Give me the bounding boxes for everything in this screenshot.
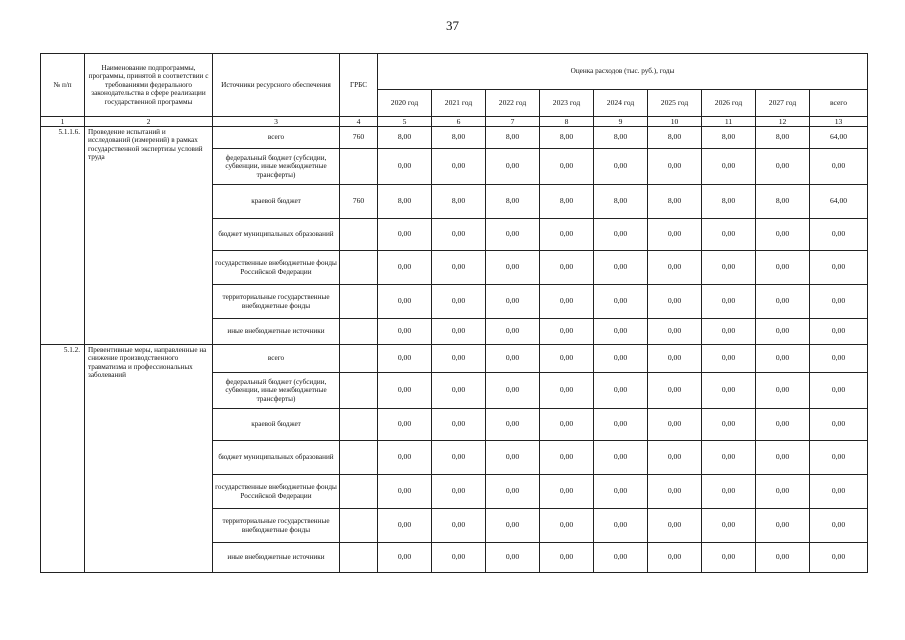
column-number: 13: [810, 117, 868, 127]
year-value: 8,00: [432, 127, 486, 149]
year-value: 0,00: [432, 509, 486, 543]
year-value: 0,00: [702, 319, 756, 345]
column-number: 12: [756, 117, 810, 127]
year-value: 0,00: [378, 251, 432, 285]
year-value: 0,00: [756, 373, 810, 409]
year-value: 0,00: [378, 475, 432, 509]
year-value: 0,00: [756, 543, 810, 573]
year-value: 0,00: [594, 543, 648, 573]
header-sources: Источники ресурсного обеспечения: [213, 54, 340, 117]
total-value: 0,00: [810, 251, 868, 285]
page-number: 37: [446, 18, 459, 33]
year-value: 0,00: [486, 149, 540, 185]
year-value: 0,00: [432, 319, 486, 345]
year-value: 0,00: [378, 149, 432, 185]
year-value: 8,00: [486, 127, 540, 149]
header-year: 2024 год: [594, 90, 648, 117]
grbs-code: [340, 345, 378, 373]
total-value: 0,00: [810, 475, 868, 509]
year-value: 8,00: [594, 127, 648, 149]
year-value: 0,00: [702, 509, 756, 543]
expense-table: [40, 53, 868, 573]
header-year: 2026 год: [702, 90, 756, 117]
year-value: 0,00: [756, 251, 810, 285]
grbs-code: [340, 319, 378, 345]
header-year: 2027 год: [756, 90, 810, 117]
grbs-code: 760: [340, 127, 378, 149]
funding-source: государственные внебюджетные фонды Российской Федерации: [213, 475, 340, 509]
grbs-code: [340, 219, 378, 251]
total-value: 0,00: [810, 441, 868, 475]
year-value: 0,00: [756, 285, 810, 319]
grbs-code: [340, 543, 378, 573]
year-value: 8,00: [540, 185, 594, 219]
year-value: 0,00: [756, 319, 810, 345]
year-value: 0,00: [594, 345, 648, 373]
column-number: 6: [432, 117, 486, 127]
year-value: 0,00: [756, 219, 810, 251]
year-value: 0,00: [378, 373, 432, 409]
year-value: 0,00: [540, 543, 594, 573]
year-value: 8,00: [756, 185, 810, 219]
year-value: 0,00: [756, 509, 810, 543]
year-value: 0,00: [432, 251, 486, 285]
year-value: 0,00: [540, 509, 594, 543]
header-year: 2022 год: [486, 90, 540, 117]
column-number: 3: [213, 117, 340, 127]
total-value: 0,00: [810, 345, 868, 373]
grbs-code: [340, 251, 378, 285]
total-value: 0,00: [810, 219, 868, 251]
year-value: 0,00: [378, 219, 432, 251]
year-value: 0,00: [756, 345, 810, 373]
year-value: 0,00: [432, 475, 486, 509]
table-body: [41, 54, 868, 573]
header-year: 2021 год: [432, 90, 486, 117]
year-value: 0,00: [648, 441, 702, 475]
year-value: 0,00: [540, 219, 594, 251]
column-numbers-row: [41, 117, 868, 127]
year-value: 0,00: [648, 475, 702, 509]
year-value: 0,00: [540, 475, 594, 509]
year-value: 0,00: [486, 475, 540, 509]
year-value: 0,00: [378, 441, 432, 475]
header-year: 2023 год: [540, 90, 594, 117]
year-value: 0,00: [594, 409, 648, 441]
year-value: 0,00: [486, 345, 540, 373]
total-value: 0,00: [810, 285, 868, 319]
total-value: 0,00: [810, 409, 868, 441]
total-value: 64,00: [810, 127, 868, 149]
year-value: 8,00: [756, 127, 810, 149]
year-value: 0,00: [648, 509, 702, 543]
year-value: 0,00: [702, 219, 756, 251]
year-value: 8,00: [702, 127, 756, 149]
funding-source: федеральный бюджет (субсидии, субвенции, иные межбюджетные трансферты): [213, 149, 340, 185]
grbs-code: [340, 373, 378, 409]
column-number: 10: [648, 117, 702, 127]
year-value: 0,00: [648, 373, 702, 409]
year-value: 0,00: [594, 509, 648, 543]
year-value: 8,00: [648, 185, 702, 219]
column-number: 4: [340, 117, 378, 127]
year-value: 0,00: [432, 543, 486, 573]
year-value: 0,00: [648, 319, 702, 345]
header-year: 2020 год: [378, 90, 432, 117]
item-code: 5.1.1.6.: [41, 127, 85, 345]
year-value: 0,00: [378, 509, 432, 543]
year-value: 8,00: [594, 185, 648, 219]
year-value: 0,00: [432, 149, 486, 185]
year-value: 0,00: [756, 441, 810, 475]
funding-source: иные внебюджетные источники: [213, 543, 340, 573]
year-value: 0,00: [432, 441, 486, 475]
grbs-code: [340, 441, 378, 475]
year-value: 0,00: [486, 319, 540, 345]
header-row-1: [41, 54, 868, 90]
year-value: 0,00: [702, 251, 756, 285]
year-value: 0,00: [540, 319, 594, 345]
column-number: 9: [594, 117, 648, 127]
year-value: 0,00: [540, 251, 594, 285]
year-value: 0,00: [594, 219, 648, 251]
year-value: 8,00: [648, 127, 702, 149]
year-value: 0,00: [702, 543, 756, 573]
year-value: 0,00: [486, 373, 540, 409]
year-value: 0,00: [702, 373, 756, 409]
table-row: [41, 127, 868, 149]
year-value: 0,00: [486, 509, 540, 543]
grbs-code: [340, 409, 378, 441]
header-grbs: ГРБС: [340, 54, 378, 117]
funding-source: федеральный бюджет (субсидии, субвенции, иные межбюджетные трансферты): [213, 373, 340, 409]
year-value: 0,00: [432, 409, 486, 441]
funding-source: всего: [213, 345, 340, 373]
year-value: 8,00: [432, 185, 486, 219]
table-row: [41, 345, 868, 373]
year-value: 0,00: [702, 285, 756, 319]
header-year: 2025 год: [648, 90, 702, 117]
grbs-code: 760: [340, 185, 378, 219]
column-number: 5: [378, 117, 432, 127]
year-value: 0,00: [378, 285, 432, 319]
year-value: 0,00: [486, 543, 540, 573]
column-number: 1: [41, 117, 85, 127]
funding-source: территориальные государственные внебюджетные фонды: [213, 509, 340, 543]
header-total: всего: [810, 90, 868, 117]
grbs-code: [340, 509, 378, 543]
year-value: 0,00: [702, 475, 756, 509]
year-value: 0,00: [378, 409, 432, 441]
grbs-code: [340, 285, 378, 319]
header-estimate: Оценка расходов (тыс. руб.), годы: [378, 54, 868, 90]
year-value: 0,00: [486, 285, 540, 319]
year-value: 0,00: [432, 219, 486, 251]
funding-source: территориальные государственные внебюджетные фонды: [213, 285, 340, 319]
year-value: 8,00: [702, 185, 756, 219]
year-value: 0,00: [702, 409, 756, 441]
column-number: 11: [702, 117, 756, 127]
year-value: 0,00: [648, 345, 702, 373]
grbs-code: [340, 475, 378, 509]
year-value: 0,00: [594, 251, 648, 285]
year-value: 8,00: [540, 127, 594, 149]
funding-source: краевой бюджет: [213, 409, 340, 441]
year-value: 0,00: [432, 345, 486, 373]
year-value: 0,00: [702, 345, 756, 373]
year-value: 0,00: [594, 373, 648, 409]
total-value: 64,00: [810, 185, 868, 219]
year-value: 0,00: [756, 475, 810, 509]
year-value: 0,00: [648, 149, 702, 185]
year-value: 0,00: [756, 149, 810, 185]
year-value: 0,00: [648, 409, 702, 441]
year-value: 0,00: [540, 345, 594, 373]
item-name: Превентивные меры, направленные на снижение производственного травматизма и профессиональных заболеваний: [85, 345, 213, 573]
year-value: 0,00: [540, 409, 594, 441]
header-name: Наименование подпрограммы, программы, принятой в соответствии с требованиями федерального законодательства в сфере реализации государственной программы: [85, 54, 213, 117]
year-value: 0,00: [594, 475, 648, 509]
year-value: 8,00: [486, 185, 540, 219]
year-value: 0,00: [702, 149, 756, 185]
year-value: 0,00: [540, 285, 594, 319]
year-value: 0,00: [648, 543, 702, 573]
column-number: 2: [85, 117, 213, 127]
column-number: 7: [486, 117, 540, 127]
year-value: 0,00: [486, 219, 540, 251]
year-value: 0,00: [540, 149, 594, 185]
year-value: 0,00: [594, 285, 648, 319]
column-number: 8: [540, 117, 594, 127]
year-value: 0,00: [486, 441, 540, 475]
year-value: 0,00: [378, 319, 432, 345]
year-value: 0,00: [648, 219, 702, 251]
year-value: 0,00: [756, 409, 810, 441]
year-value: 0,00: [378, 543, 432, 573]
item-name: Проведение испытаний и исследований (измерений) в рамках государственной экспертизы условий труда: [85, 127, 213, 345]
item-code: 5.1.2.: [41, 345, 85, 573]
funding-source: краевой бюджет: [213, 185, 340, 219]
total-value: 0,00: [810, 509, 868, 543]
year-value: 0,00: [486, 251, 540, 285]
funding-source: бюджет муниципальных образований: [213, 441, 340, 475]
year-value: 8,00: [378, 185, 432, 219]
funding-source: иные внебюджетные источники: [213, 319, 340, 345]
funding-source: всего: [213, 127, 340, 149]
total-value: 0,00: [810, 149, 868, 185]
total-value: 0,00: [810, 373, 868, 409]
year-value: 0,00: [702, 441, 756, 475]
year-value: 0,00: [540, 373, 594, 409]
year-value: 0,00: [486, 409, 540, 441]
header-num: № п/п: [41, 54, 85, 117]
funding-source: бюджет муниципальных образований: [213, 219, 340, 251]
year-value: 0,00: [378, 345, 432, 373]
year-value: 0,00: [432, 373, 486, 409]
year-value: 8,00: [378, 127, 432, 149]
year-value: 0,00: [594, 441, 648, 475]
year-value: 0,00: [594, 319, 648, 345]
year-value: 0,00: [540, 441, 594, 475]
funding-source: государственные внебюджетные фонды Российской Федерации: [213, 251, 340, 285]
year-value: 0,00: [648, 285, 702, 319]
grbs-code: [340, 149, 378, 185]
total-value: 0,00: [810, 543, 868, 573]
year-value: 0,00: [648, 251, 702, 285]
year-value: 0,00: [432, 285, 486, 319]
year-value: 0,00: [594, 149, 648, 185]
total-value: 0,00: [810, 319, 868, 345]
